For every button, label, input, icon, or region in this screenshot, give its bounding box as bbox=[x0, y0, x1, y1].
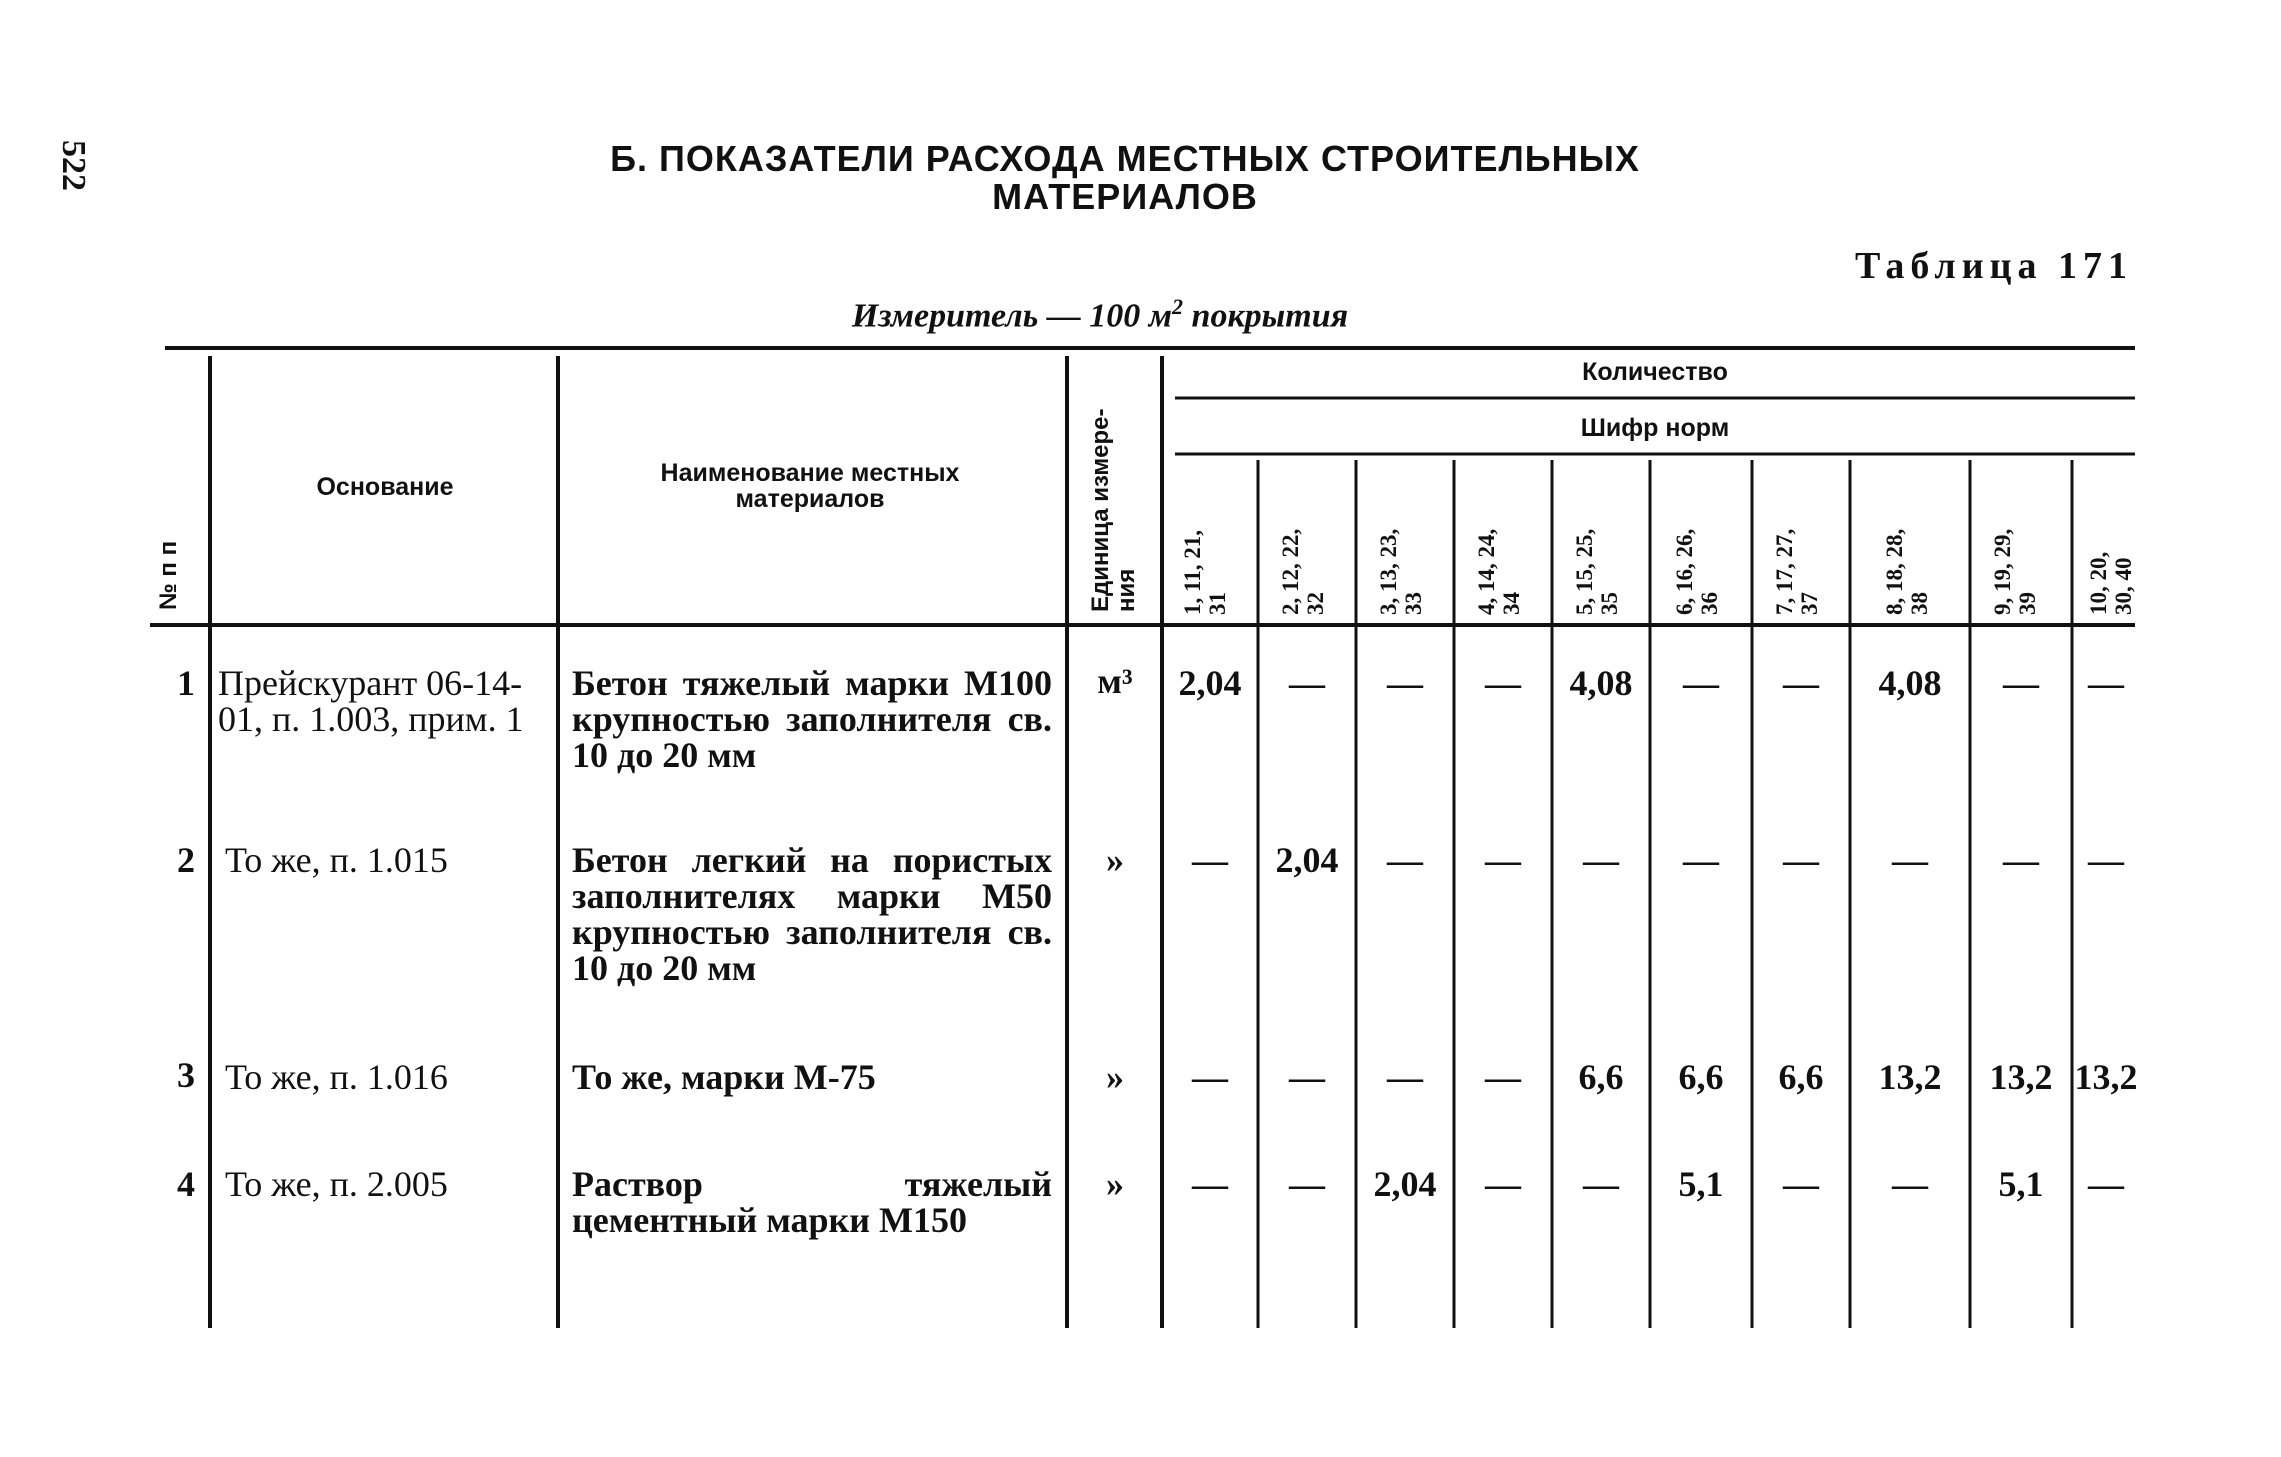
row-material-name: Бетон легкий на пористых заполнителях марки М50 крупностью заполнителя св. 10 до 20 мм bbox=[572, 840, 1052, 988]
quantity-value: 6,6 bbox=[1578, 1057, 1624, 1097]
quantity-value: — bbox=[1192, 1057, 1228, 1097]
quantity-value: 13,2 bbox=[2074, 1057, 2138, 1097]
header-quantity: Количество bbox=[1582, 358, 1728, 386]
row-basis: То же, п. 1.016 bbox=[225, 1057, 448, 1097]
quantity-value: — bbox=[1387, 1057, 1423, 1097]
quantity-value: 6,6 bbox=[1678, 1057, 1724, 1097]
measure-suffix: покрытия bbox=[1183, 297, 1349, 335]
header-material-name: Наименование местных материалов bbox=[660, 459, 960, 513]
quantity-value: — bbox=[1485, 840, 1521, 880]
code-header: 5, 15, 25, 35 bbox=[1572, 528, 1622, 615]
header-basis: Основание bbox=[316, 473, 454, 501]
header-unit: Единица измере- ния bbox=[1087, 408, 1140, 612]
measure-prefix: Измеритель — 100 м bbox=[851, 297, 1173, 335]
row-material-name: Раствор тяжелый цементный марки М150 bbox=[572, 1164, 1052, 1240]
quantity-value: 2,04 bbox=[1178, 663, 1242, 703]
quantity-value: 4,08 bbox=[1569, 663, 1633, 703]
row-material-name: Бетон тяжелый марки М100 крупностью заполнителя св. 10 до 20 мм bbox=[572, 663, 1052, 775]
quantity-value: — bbox=[1783, 663, 1819, 703]
quantity-value: 6,6 bbox=[1778, 1057, 1824, 1097]
row-number: 1 bbox=[177, 663, 195, 703]
code-header: 2, 12, 22, 32 bbox=[1278, 528, 1328, 615]
quantity-value: — bbox=[1583, 1164, 1619, 1204]
quantity-value: — bbox=[2088, 1164, 2124, 1204]
row-basis: Прейскурант 06-14-01, п. 1.003, прим. 1 bbox=[218, 663, 524, 739]
quantity-value: — bbox=[2003, 840, 2039, 880]
quantity-value: — bbox=[1783, 840, 1819, 880]
quantity-value: — bbox=[1892, 840, 1928, 880]
row-unit: » bbox=[1106, 1164, 1124, 1204]
quantity-value: — bbox=[1289, 663, 1325, 703]
code-header: 3, 13, 23, 33 bbox=[1376, 528, 1426, 615]
row-number: 3 bbox=[177, 1055, 195, 1095]
header-number: № п п bbox=[155, 540, 182, 610]
row-number: 2 bbox=[177, 840, 195, 880]
quantity-value: 5,1 bbox=[1678, 1164, 1724, 1204]
quantity-value: — bbox=[1783, 1164, 1819, 1204]
quantity-value: — bbox=[1387, 663, 1423, 703]
quantity-value: — bbox=[1192, 840, 1228, 880]
quantity-value: 2,04 bbox=[1275, 840, 1339, 880]
quantity-value: — bbox=[1387, 840, 1423, 880]
row-basis: То же, п. 1.015 bbox=[225, 840, 448, 880]
table-number: Таблица 171 bbox=[1854, 245, 2133, 287]
code-header: 7, 17, 27, 37 bbox=[1772, 528, 1822, 615]
quantity-value: — bbox=[2003, 663, 2039, 703]
row-unit: » bbox=[1106, 840, 1124, 880]
quantity-value: 13,2 bbox=[1989, 1057, 2053, 1097]
quantity-value: — bbox=[1485, 1164, 1521, 1204]
quantity-value: — bbox=[2088, 840, 2124, 880]
title-line-1: Б. ПОКАЗАТЕЛИ РАСХОДА МЕСТНЫХ СТРОИТЕЛЬНЫХ bbox=[610, 138, 1640, 179]
header-norm-cipher: Шифр норм bbox=[1580, 414, 1730, 442]
row-number: 4 bbox=[177, 1164, 195, 1204]
code-header: 1, 11, 21, 31 bbox=[1180, 530, 1230, 615]
quantity-value: — bbox=[1683, 840, 1719, 880]
quantity-value: — bbox=[1485, 663, 1521, 703]
quantity-value: 4,08 bbox=[1878, 663, 1942, 703]
quantity-value: — bbox=[1485, 1057, 1521, 1097]
code-header: 10, 20, 30, 40 bbox=[2086, 551, 2136, 615]
code-header: 4, 14, 24, 34 bbox=[1474, 528, 1524, 615]
measure-superscript: 2 bbox=[1172, 294, 1184, 319]
quantity-value: 5,1 bbox=[1998, 1164, 2044, 1204]
quantity-value: — bbox=[1289, 1057, 1325, 1097]
quantity-value: — bbox=[1683, 663, 1719, 703]
quantity-value: 13,2 bbox=[1878, 1057, 1942, 1097]
code-header: 8, 18, 28, 38 bbox=[1882, 528, 1932, 615]
quantity-value: 2,04 bbox=[1373, 1164, 1437, 1204]
row-unit: » bbox=[1106, 1057, 1124, 1097]
code-header: 9, 19, 29, 39 bbox=[1990, 528, 2040, 615]
quantity-value: — bbox=[1892, 1164, 1928, 1204]
code-header: 6, 16, 26, 36 bbox=[1672, 528, 1722, 615]
title-line-2: МАТЕРИАЛОВ bbox=[992, 176, 1258, 217]
row-unit: м³ bbox=[1097, 661, 1133, 701]
row-basis: То же, п. 2.005 bbox=[225, 1164, 448, 1204]
page-number: 522 bbox=[55, 140, 92, 191]
quantity-value: — bbox=[1192, 1164, 1228, 1204]
row-material-name: То же, марки М-75 bbox=[572, 1057, 876, 1097]
quantity-value: — bbox=[2088, 663, 2124, 703]
quantity-value: — bbox=[1289, 1164, 1325, 1204]
quantity-value: — bbox=[1583, 840, 1619, 880]
